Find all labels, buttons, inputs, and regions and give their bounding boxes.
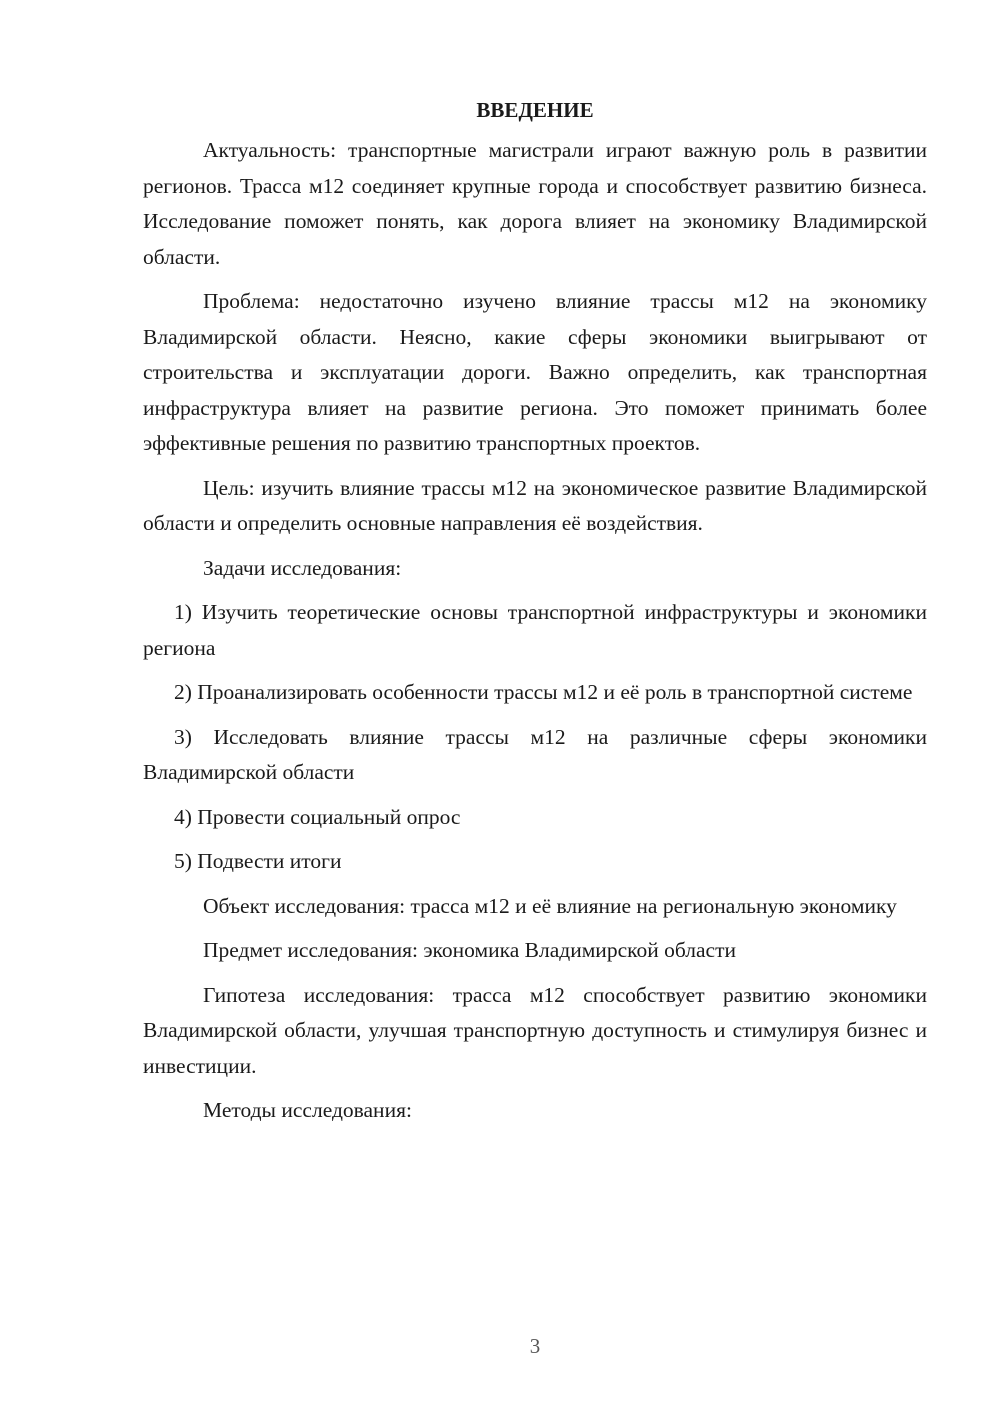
subject-paragraph: Предмет исследования: экономика Владимирской области xyxy=(203,938,736,962)
task-item: 5) Подвести итоги xyxy=(174,849,342,873)
relevance-paragraph: Актуальность: транспортные магистрали играют важную роль в развитии регионов. Трасса м12 соединяет крупные города и способствует развитию бизнеса. Исследование поможет понять, как дорога влияет на экономику Владимирской области. xyxy=(143,138,927,269)
document-page xyxy=(143,92,927,1138)
task-item: 4) Провести социальный опрос xyxy=(174,804,461,829)
tasks-heading: Задачи исследования: xyxy=(203,555,402,580)
methods-heading: Методы исследования: xyxy=(203,1098,412,1122)
task-item: 1) Изучить теоретические основы транспортной инфраструктуры и экономики региона xyxy=(143,600,927,660)
goal-paragraph: Цель: изучить влияние трассы м12 на экономическое развитие Владимирской области и определить основные направления её воздействия. xyxy=(143,475,927,535)
task-item: 3) Исследовать влияние трассы м12 на различные сферы экономики Владимирской области xyxy=(143,724,927,784)
hypothesis-paragraph: Гипотеза исследования: трасса м12 способствует развитию экономики Владимирской области, улучшая транспортную доступность и стимулируя бизнес и инвестиции. xyxy=(143,982,927,1078)
task-item: 2) Проанализировать особенности трассы м12 и её роль в транспортной системе xyxy=(174,680,913,704)
section-title: ВВЕДЕНИЕ xyxy=(476,98,594,122)
page-number: 3 xyxy=(529,1334,541,1358)
problem-paragraph: Проблема: недостаточно изучено влияние трассы м12 на экономику Владимирской области. Неясно, какие сферы экономики выигрывают от строительства и эксплуатации дороги. Важно определить, как транспортная инфраструктура влияет на развитие региона. Это поможет принимать более эффективные решения по развитию транспортных проектов. xyxy=(143,289,927,455)
object-paragraph: Объект исследования: трасса м12 и её влияние на региональную экономику xyxy=(203,893,897,918)
